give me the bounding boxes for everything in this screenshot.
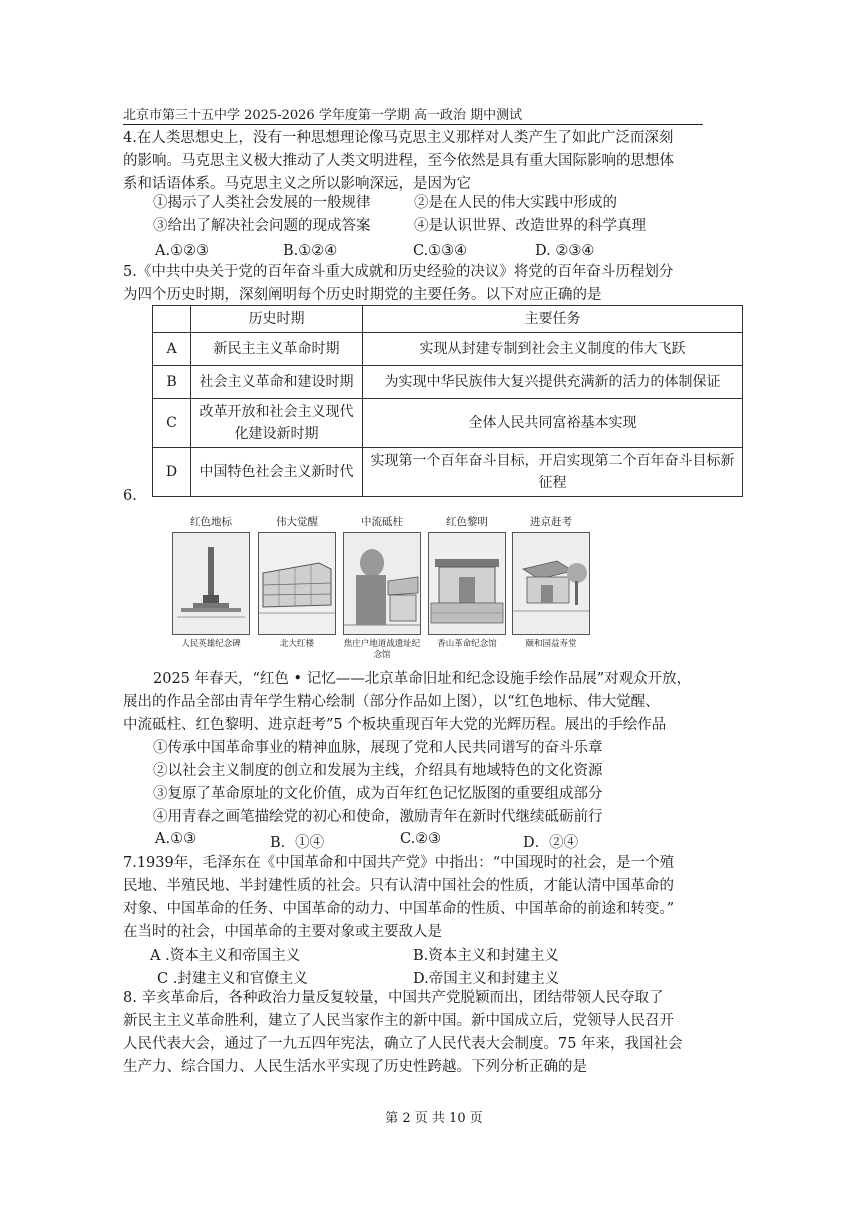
figure-caption: 人民英雄纪念碑 xyxy=(181,639,241,649)
q5-stem xyxy=(123,261,708,307)
q4-stem-line: 4.在人类思想史上，没有一种思想理论像马克思主义那样对人类产生了如此广泛而深刻 xyxy=(123,130,674,146)
q5-table xyxy=(152,305,743,497)
building-sketch xyxy=(258,532,336,635)
figure-card xyxy=(512,512,590,650)
figure-caption: 颐和园益寿堂 xyxy=(525,639,577,649)
q4-option-c: C.①③④ xyxy=(413,243,468,259)
q6-option-c: C.②③ xyxy=(400,831,442,847)
page-footer: 第 2 页 共 10 页 xyxy=(385,1111,483,1126)
q8-stem-line: 生产力、综合国力、人民生活水平实现了历史性跨越。下列分析正确的是 xyxy=(123,1059,587,1075)
figure-card xyxy=(428,512,506,650)
q6-item-4: ④用青春之画笔描绘党的初心和使命，激励青年在新时代继续砥砺前行 xyxy=(153,809,603,825)
q6-item-3: ③复原了革命原址的文化价值，成为百年红色记忆版图的重要组成部分 xyxy=(153,786,603,802)
q8-stem xyxy=(123,987,708,1079)
q4-stem-line: 系和话语体系。马克思主义之所以影响深远，是因为它 xyxy=(123,176,471,192)
q6-figure xyxy=(172,512,592,662)
figure-caption: 焦庄户地道战遗址纪念馆 xyxy=(343,639,421,660)
q4-option-b: B.①②④ xyxy=(283,243,338,259)
q7-stem xyxy=(123,852,708,944)
figure-card xyxy=(172,512,250,650)
figure-title: 伟大觉醒 xyxy=(276,516,318,528)
table-cell: 实现从封建专制到社会主义制度的伟大飞跃 xyxy=(363,333,743,366)
q5-stem-line: 5.《中共中央关于党的百年奋斗重大成就和历史经验的决议》将党的百年奋斗历程划分 xyxy=(123,264,674,280)
table-header-cell: 历史时期 xyxy=(191,306,363,333)
figure-card xyxy=(343,512,421,661)
memorial-sketch xyxy=(343,532,421,635)
table-header-cell: 主要任务 xyxy=(363,306,743,333)
q4-stem xyxy=(123,127,708,196)
q6-item-2: ②以社会主义制度的创立和发展为主线，介绍具有地域特色的文化资源 xyxy=(153,763,603,779)
q4-item-1: ①揭示了人类社会发展的一般规律 xyxy=(153,195,371,211)
figure-title: 进京赶考 xyxy=(530,516,572,528)
q5-stem-line: 为四个历史时期，深刻阐明每个历史时期党的主要任务。以下对应正确的是 xyxy=(123,287,602,303)
table-cell: A xyxy=(153,333,191,366)
q6-option-a: A.①③ xyxy=(155,831,197,847)
figure-card xyxy=(258,512,336,650)
q6-stem-line: 中流砥柱、红色黎明、进京赶考”5 个板块重现百年大党的光辉历程。展出的手绘作品 xyxy=(123,717,667,733)
table-cell: 全体人民共同富裕基本实现 xyxy=(363,399,743,448)
q7-option-a: A .资本主义和帝国主义 xyxy=(150,948,301,964)
q7-option-d: D.帝国主义和封建主义 xyxy=(413,971,560,987)
q4-option-a: A.①②③ xyxy=(155,243,210,259)
q4-item-2: ②是在人民的伟大实践中形成的 xyxy=(414,195,617,211)
table-row xyxy=(153,399,743,448)
figure-caption: 北大红楼 xyxy=(279,639,314,649)
table-cell: D xyxy=(153,448,191,497)
q7-option-c: C .封建主义和官僚主义 xyxy=(157,971,308,987)
q8-stem-line: 8. 辛亥革命后，各种政治力量反复较量，中国共产党脱颖而出，团结带领人民夺取了 xyxy=(123,990,664,1006)
table-row xyxy=(153,448,743,497)
gate-sketch xyxy=(428,532,506,635)
q6-number: 6. xyxy=(123,488,137,504)
table-row xyxy=(153,333,743,366)
page-header: 北京市第三十五中学 2025-2026 学年度第一学期 高一政治 期中测试 xyxy=(123,104,703,125)
q6-item-1: ①传承中国革命事业的精神血脉，展现了党和人民共同谱写的奋斗乐章 xyxy=(153,740,603,756)
monument-sketch xyxy=(172,532,250,635)
q4-option-d: D. ②③④ xyxy=(535,243,595,259)
q6-stem xyxy=(123,668,708,737)
q7-stem-line: 民地、半殖民地、半封建性质的社会。只有认清中国社会的性质，才能认清中国革命的 xyxy=(123,878,674,894)
courtyard-sketch xyxy=(512,532,590,635)
q7-stem-line: 7.1939年，毛泽东在《中国革命和中国共产党》中指出：“中国现时的社会，是一个殖 xyxy=(123,855,675,871)
table-cell: 中国特色社会主义新时代 xyxy=(191,448,363,497)
q7-option-b: B.资本主义和封建主义 xyxy=(413,948,559,964)
q4-item-4: ④是认识世界、改造世界的科学真理 xyxy=(414,218,646,234)
q8-stem-line: 新民主主义革命胜利，建立了人民当家作主的新中国。新中国成立后，党领导人民召开 xyxy=(123,1013,674,1029)
q4-item-3: ③给出了解决社会问题的现成答案 xyxy=(153,218,371,234)
table-header-cell xyxy=(153,306,191,333)
figure-caption: 香山革命纪念馆 xyxy=(437,639,497,649)
table-cell: 为实现中华民族伟大复兴提供充满新的活力的体制保证 xyxy=(363,366,743,399)
q7-stem-line: 对象、中国革命的任务、中国革命的动力、中国革命的性质、中国革命的前途和转变。” xyxy=(123,901,675,917)
table-cell: 实现第一个百年奋斗目标，开启实现第二个百年奋斗目标新征程 xyxy=(363,448,743,497)
q7-stem-line: 在当时的社会，中国革命的主要对象或主要敌人是 xyxy=(123,924,442,940)
q4-stem-line: 的影响。马克思主义极大推动了人类文明进程，至今依然是具有重大国际影响的思想体 xyxy=(123,153,674,169)
q8-stem-line: 人民代表大会，通过了一九五四年宪法，确立了人民代表大会制度。75 年来，我国社会 xyxy=(123,1036,683,1052)
table-cell: 新民主主义革命时期 xyxy=(191,333,363,366)
figure-title: 中流砥柱 xyxy=(361,516,403,528)
figure-title: 红色地标 xyxy=(190,516,232,528)
table-header-row xyxy=(153,306,743,333)
table-cell: 改革开放和社会主义现代化建设新时期 xyxy=(191,399,363,448)
q6-option-d: D．②④ xyxy=(523,835,579,851)
table-row xyxy=(153,366,743,399)
q6-option-b: B．①④ xyxy=(270,835,325,851)
q6-stem-line: 展出的作品全部由青年学生精心绘制（部分作品如上图），以“红色地标、伟大觉醒、 xyxy=(123,694,660,710)
q6-stem-line: 2025 年春天，“红色 • 记忆——北京革命旧址和纪念设施手绘作品展”对观众开放， xyxy=(153,671,692,687)
figure-title: 红色黎明 xyxy=(446,516,488,528)
table-cell: 社会主义革命和建设时期 xyxy=(191,366,363,399)
table-cell: C xyxy=(153,399,191,448)
table-cell: B xyxy=(153,366,191,399)
